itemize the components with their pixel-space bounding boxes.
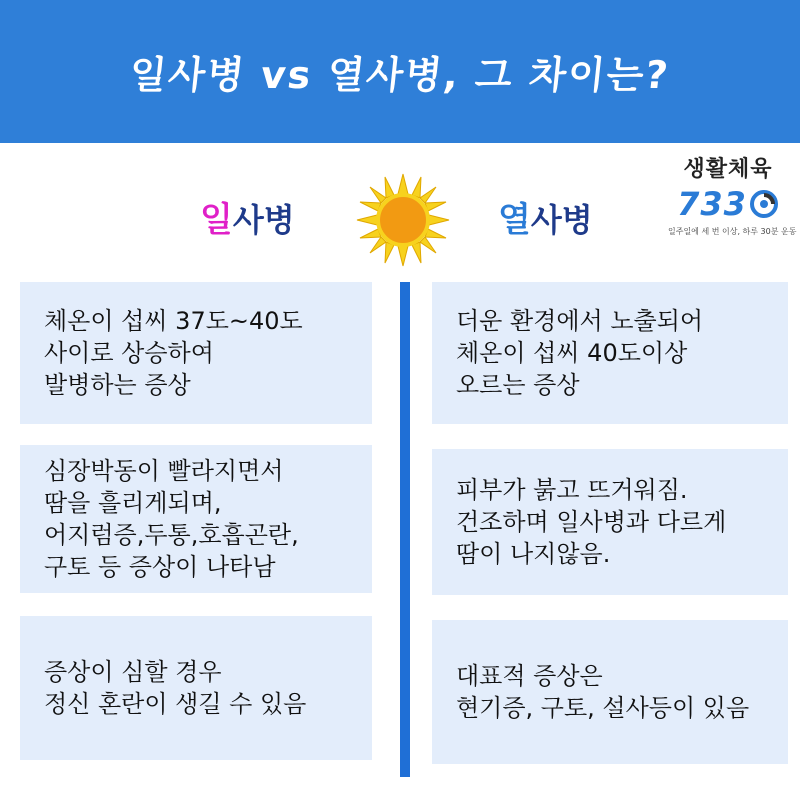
heatstroke-box-3 [432,620,788,764]
heatstroke-box-2 [432,449,788,595]
center-divider [400,282,410,777]
heatstroke-box-1 [432,282,788,424]
sunstroke-box-3 [20,616,372,760]
logo-number: 733 [677,185,747,223]
header-banner [0,0,800,143]
sunstroke-box-1-text: 체온이 섭씨 37도~40도 사이로 상승하여 발병하는 증상 [44,307,303,399]
sunstroke-label [200,192,295,241]
heatstroke-label-highlight: 열 [498,200,531,240]
heatstroke-label [498,192,593,241]
logo-number-row [668,185,788,223]
sunstroke-box-2-text: 심장박동이 빨라지면서 땀을 흘리게되며, 어지럼증,두통,호흡곤란, 구토 등 증상이 나타남 [44,457,299,581]
logo [668,152,797,242]
heatstroke-box-1-text: 더운 환경에서 노출되어 체온이 섭씨 40도이상 오르는 증상 [456,307,704,399]
sunstroke-label-highlight: 일 [200,200,233,240]
page-title: 일사병 vs 열사병, 그 차이는? [127,53,672,97]
sunstroke-box-1 [20,282,372,424]
sun-icon [355,172,451,268]
heatstroke-box-2-text: 피부가 붉고 뜨거워짐. 건조하며 일사병과 다르게 땀이 나지않음. [456,476,727,568]
heatstroke-box-3-text: 대표적 증상은 현기증, 구토, 설사등이 있음 [456,662,750,722]
sunstroke-box-3-text: 증상이 심할 경우 정신 혼란이 생길 수 있음 [44,658,307,718]
sunstroke-label-rest: 사병 [232,201,295,239]
logo-subtitle: 일주일에 세 번 이상, 하루 30분 운동 [668,227,797,236]
sunstroke-box-2 [20,445,372,593]
heatstroke-label-rest: 사병 [530,201,593,239]
logo-top-text: 생활체육 [683,157,773,182]
swirl-icon [749,189,779,219]
